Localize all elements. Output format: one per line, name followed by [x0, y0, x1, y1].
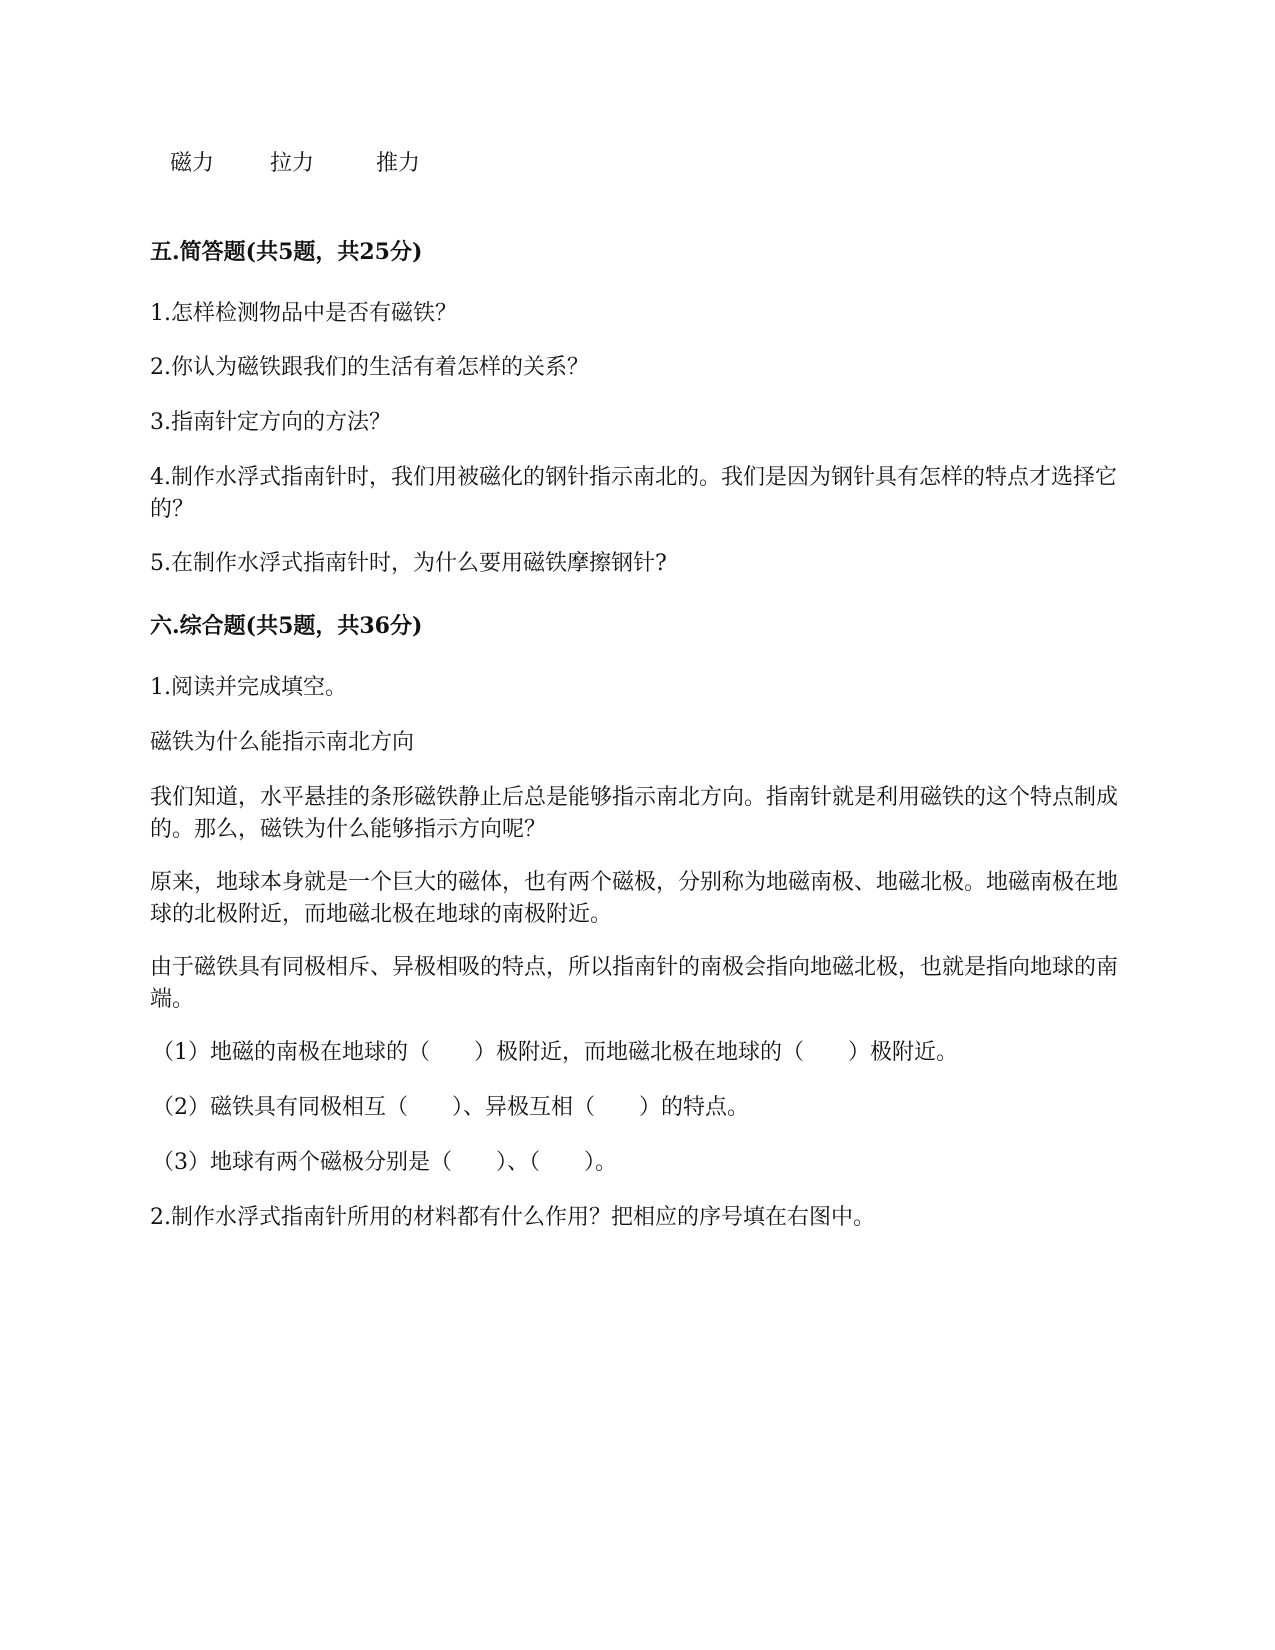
fill-blank-2: （2）磁铁具有同极相互（ ）、异极互相（ ）的特点。 [152, 1095, 749, 1120]
section-6-title: 六.综合题(共5题，共36分) [150, 613, 423, 639]
answer-options [170, 148, 456, 180]
option-magnetic-force: 磁力 [170, 151, 215, 176]
section-5-question-3: 3.指南针定方向的方法？ [150, 410, 391, 435]
fill-blank-1: （1）地磁的南极在地球的（ ）极附近，而地磁北极在地球的（ ）极附近。 [152, 1040, 958, 1065]
option-pulling-force: 拉力 [270, 151, 315, 176]
section-6-question-1-prompt: 1.阅读并完成填空。 [150, 675, 347, 700]
section-5-title: 五.简答题(共5题，共25分) [150, 239, 423, 265]
passage-title: 磁铁为什么能指示南北方向 [150, 730, 415, 755]
section-5-question-5: 5.在制作水浮式指南针时，为什么要用磁铁摩擦钢针? [150, 551, 667, 576]
section-5-question-4: 4.制作水浮式指南针时，我们用被磁化的钢针指示南北的。我们是因为钢针具有怎样的特点才选择它的？ [150, 465, 1117, 522]
section-5-question-2: 2.你认为磁铁跟我们的生活有着怎样的关系？ [150, 355, 589, 380]
section-5-question-1: 1.怎样检测物品中是否有磁铁？ [150, 301, 457, 326]
passage-paragraph-2: 原来，地球本身就是一个巨大的磁体，也有两个磁极，分别称为地磁南极、地磁北极。地磁南极在地球的北极附近，而地磁北极在地球的南极附近。 [150, 870, 1119, 927]
option-pushing-force: 推力 [376, 151, 421, 176]
fill-blank-3: （3）地球有两个磁极分别是（ ）、（ ）。 [152, 1150, 617, 1175]
passage-paragraph-1: 我们知道，水平悬挂的条形磁铁静止后总是能够指示南北方向。指南针就是利用磁铁的这个特点制成的。那么，磁铁为什么能够指示方向呢？ [150, 785, 1119, 842]
passage-paragraph-3: 由于磁铁具有同极相斥、异极相吸的特点，所以指南针的南极会指向地磁北极，也就是指向地球的南端。 [150, 955, 1119, 1012]
section-6-question-2-prompt: 2.制作水浮式指南针所用的材料都有什么作用？把相应的序号填在右图中。 [150, 1205, 875, 1230]
